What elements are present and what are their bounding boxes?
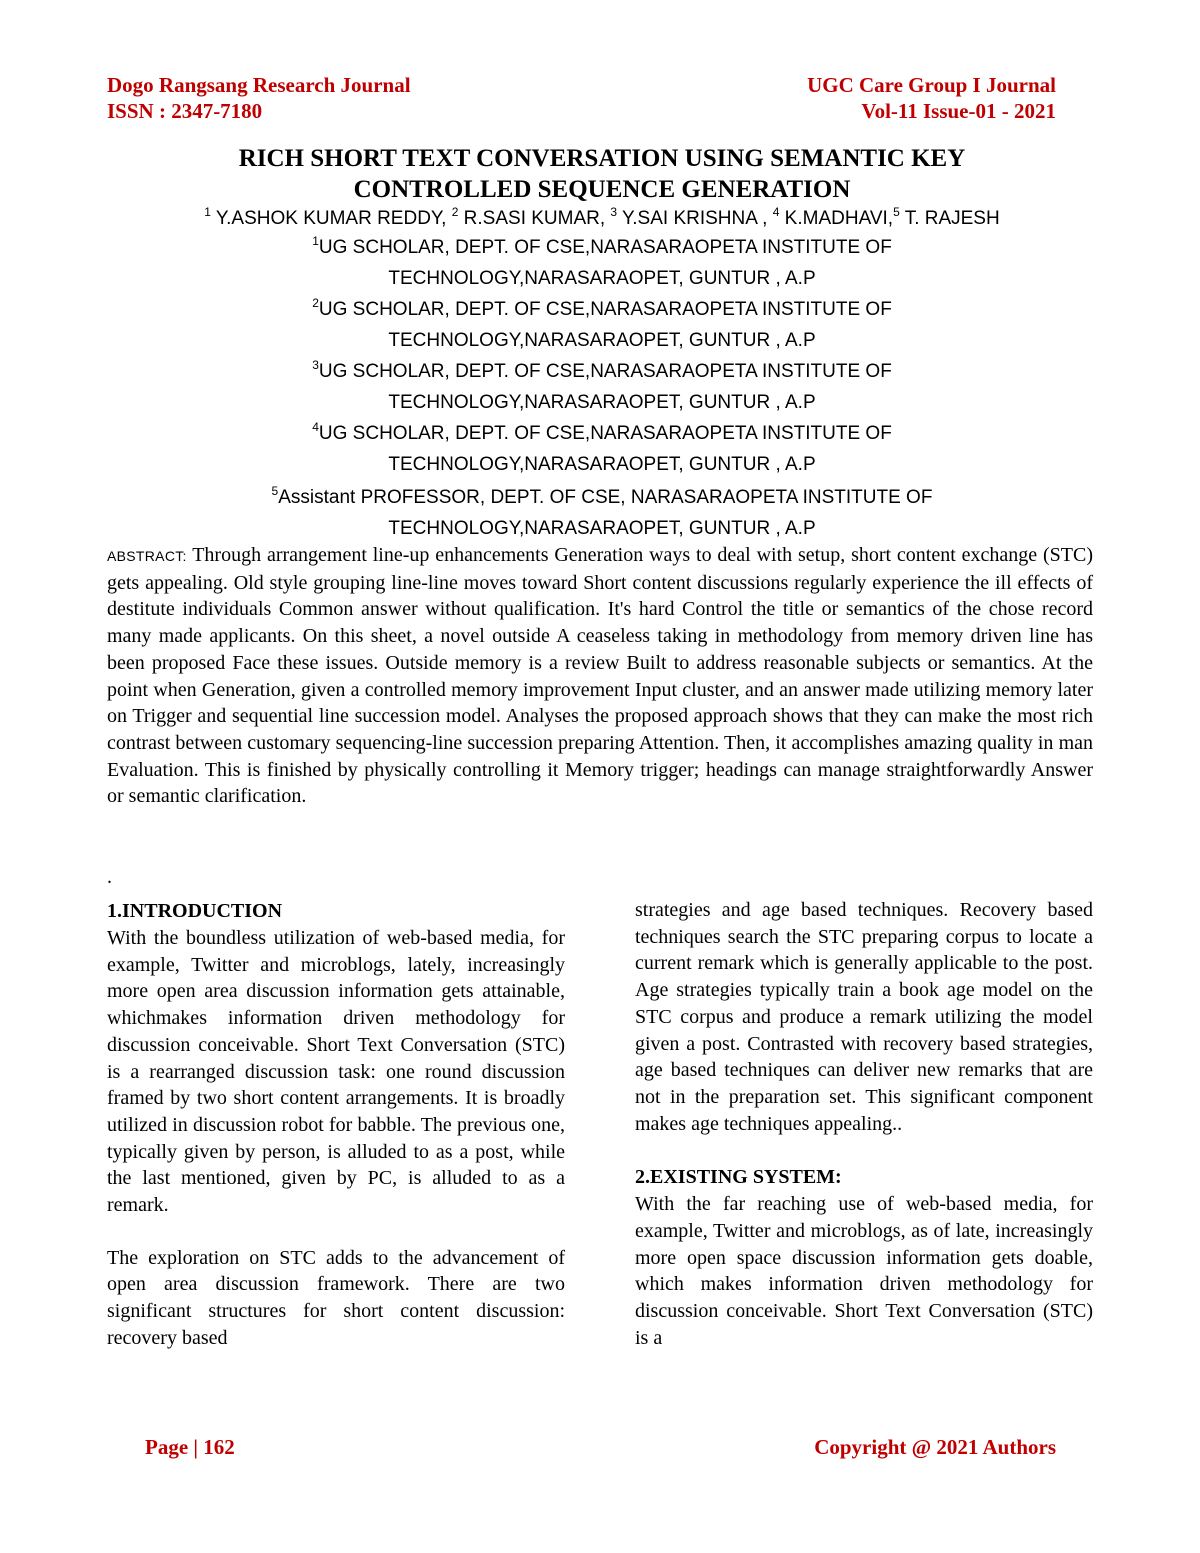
author-marker: 3 bbox=[610, 205, 618, 219]
affiliation-line: TECHNOLOGY,NARASARAOPET, GUNTUR , A.P bbox=[388, 454, 816, 475]
author-name: Y.SAI KRISHNA , bbox=[622, 208, 773, 229]
affiliation-line: Assistant PROFESSOR, DEPT. OF CSE, NARASARAOPETA INSTITUTE OF bbox=[278, 487, 933, 508]
affiliation-marker: 2 bbox=[312, 296, 319, 310]
abstract bbox=[107, 542, 1093, 810]
author-marker: 5 bbox=[893, 205, 900, 219]
affiliation-line: TECHNOLOGY,NARASARAOPET, GUNTUR , A.P bbox=[388, 392, 816, 413]
journal-name: Dogo Rangsang Research Journal bbox=[107, 73, 411, 97]
paragraph: The exploration on STC adds to the advancement of open area discussion framework. There are two significant structures for short content discussion: recovery based bbox=[107, 1246, 565, 1349]
affiliation-3 bbox=[100, 356, 1104, 418]
affiliation-marker: 4 bbox=[312, 420, 319, 434]
author-marker: 1 bbox=[204, 205, 211, 219]
affiliation-line: TECHNOLOGY,NARASARAOPET, GUNTUR , A.P bbox=[388, 518, 816, 539]
affiliation-marker: 3 bbox=[312, 358, 319, 372]
affiliation-5 bbox=[100, 482, 1104, 544]
paragraph: With the far reaching use of web-based media, for example, Twitter and microblogs, as of late, increasingly more open space discussion information gets doable, which makes information driven methodology for discussion conceivable. Short Text Conversation (STC) is a bbox=[635, 1193, 1093, 1349]
author-marker: 2 bbox=[451, 205, 459, 219]
author-marker: 4 bbox=[772, 205, 780, 219]
abstract-text: Through arrangement line-up enhancements Generation ways to deal with setup, short content exchange (STC) gets appealing. Old style grouping line-line moves toward Short content discussions regularly experience the ill effects of destitute individuals Common answer without qualification. It's hard Control the title or semantics of the chose record many made applicants. On this sheet, a novel outside A ceaseless taking in methodology from memory driven line has been proposed Face these issues. Outside memory is a review Built to address reasonable subjects or semantics. At the point when Generation, given a controlled memory improvement Input cluster, and an answer made utilizing memory later on Trigger and sequential line succession model. Analyses the proposed approach shows that they can make the most rich contrast between customary sequencing-line succession preparing Attention. Then, it accomplishes amazing quality in man Evaluation. This is finished by physically controlling it Memory trigger; headings can manage straightforwardly Answer or semantic clarification. bbox=[107, 544, 1093, 808]
affiliation-marker: 5 bbox=[271, 484, 279, 498]
author-name: T. RAJESH bbox=[904, 208, 1000, 229]
section-heading-introduction: 1.INTRODUCTION bbox=[107, 900, 283, 922]
affiliation-line: UG SCHOLAR, DEPT. OF CSE,NARASARAOPETA INSTITUTE OF bbox=[318, 299, 892, 320]
copyright: Copyright @ 2021 Authors bbox=[814, 1435, 1056, 1459]
issn: ISSN : 2347-7180 bbox=[107, 99, 263, 123]
volume-issue: Vol-11 Issue-01 - 2021 bbox=[861, 99, 1056, 123]
author-name: R.SASI KUMAR, bbox=[463, 208, 611, 229]
abstract-label: ABSTRACT: bbox=[107, 548, 187, 564]
affiliation-line: UG SCHOLAR, DEPT. OF CSE,NARASARAOPETA INSTITUTE OF bbox=[318, 361, 892, 382]
affiliation-line: TECHNOLOGY,NARASARAOPET, GUNTUR , A.P bbox=[388, 330, 816, 351]
right-column bbox=[635, 897, 1093, 1352]
paragraph: With the boundless utilization of web-based media, for example, Twitter and microblogs, lately, increasingly more open area discussion information gets attainable, whichmakes information driven methodology for discussion conceivable. Short Text Conversation (STC) is a rearranged discussion task: one round discussion framed by two short content arrangements. It is broadly utilized in discussion robot for babble. The previous one, typically given by person, is alluded to as a post, while the last mentioned, given by PC, is alluded to as a remark. bbox=[107, 927, 565, 1217]
section-heading-existing-system: 2.EXISTING SYSTEM: bbox=[635, 1166, 842, 1189]
page-number: Page | 162 bbox=[145, 1435, 235, 1459]
author-list bbox=[100, 205, 1104, 233]
affiliation-marker: 1 bbox=[312, 234, 319, 248]
affiliation-1 bbox=[100, 232, 1104, 294]
paragraph: strategies and age based techniques. Recovery based techniques search the STC preparing corpus to locate a current remark which is generally applicable to the post. Age strategies typically train a book age model on the STC corpus and produce a remark utilizing the model given a post. Contrasted with recovery based strategies, age based techniques can deliver new remarks that are not in the preparation set. This significant component makes age techniques appealing.. bbox=[635, 899, 1093, 1135]
affiliation-4 bbox=[100, 418, 1104, 480]
ugc-group: UGC Care Group I Journal bbox=[807, 73, 1056, 97]
header-right bbox=[807, 72, 1056, 124]
header-left bbox=[107, 72, 411, 124]
affiliation-line: UG SCHOLAR, DEPT. OF CSE,NARASARAOPETA INSTITUTE OF bbox=[318, 423, 892, 444]
affiliation-line: TECHNOLOGY,NARASARAOPET, GUNTUR , A.P bbox=[388, 268, 816, 289]
title-line-2: CONTROLLED SEQUENCE GENERATION bbox=[353, 176, 851, 203]
affiliation-2 bbox=[100, 294, 1104, 356]
paper-title bbox=[107, 143, 1097, 205]
title-line-1: RICH SHORT TEXT CONVERSATION USING SEMANTIC KEY bbox=[238, 145, 966, 172]
affiliation-line: UG SCHOLAR, DEPT. OF CSE,NARASARAOPETA INSTITUTE OF bbox=[318, 237, 892, 258]
separator-dot: . bbox=[107, 866, 112, 888]
author-name: K.MADHAVI, bbox=[784, 208, 894, 229]
author-name: Y.ASHOK KUMAR REDDY, bbox=[215, 208, 452, 229]
left-column bbox=[107, 897, 565, 1352]
